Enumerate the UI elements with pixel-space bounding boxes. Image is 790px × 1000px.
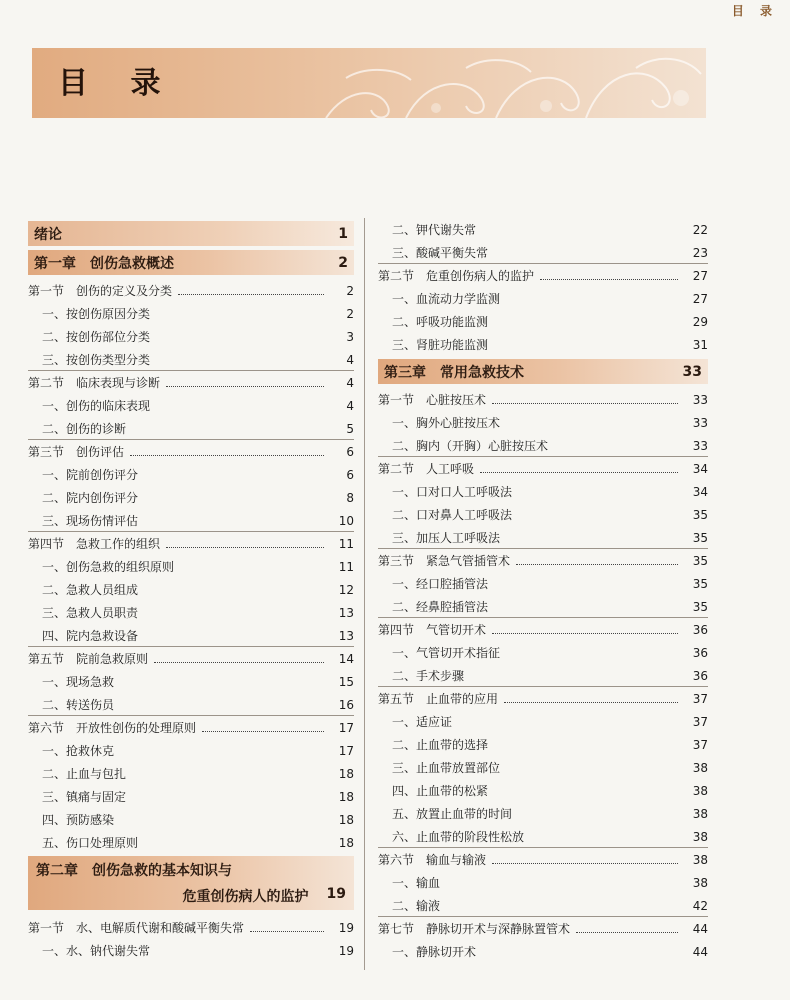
dot-leader: [202, 731, 324, 732]
entry-page-number: 16: [338, 697, 354, 712]
toc-section-entry[interactable]: [28, 371, 354, 394]
entry-title: 一、创伤的临床表现: [42, 399, 151, 413]
entry-title: 第三节 创伤评估: [28, 445, 125, 459]
entry-page-number: 35: [692, 553, 708, 568]
entry-page-number: 6: [346, 467, 354, 482]
chapter-3-entries: [378, 388, 708, 963]
entry-page-number: 37: [692, 691, 708, 706]
entry-page-number: 35: [692, 576, 708, 591]
entry-page-number: 17: [338, 743, 354, 758]
chapter-page: 2: [338, 254, 348, 271]
toc-subsection-entry[interactable]: [28, 624, 354, 647]
chapter-number: 第三章: [384, 364, 426, 381]
toc-section-entry[interactable]: [28, 916, 354, 939]
entry-title: 二、创伤的诊断: [42, 422, 127, 436]
entry-title: 二、经鼻腔插管法: [392, 600, 489, 614]
toc-subsection-entry[interactable]: [378, 825, 708, 848]
entry-title: 二、止血带的选择: [392, 738, 489, 752]
entry-page-number: 33: [692, 415, 708, 430]
toc-section-entry[interactable]: [378, 618, 708, 641]
chapter-page: 19: [326, 886, 346, 902]
entry-title: 二、呼吸功能监测: [392, 315, 489, 329]
entry-page-number: 15: [338, 674, 354, 689]
toc-subsection-entry[interactable]: [378, 940, 708, 963]
dot-leader: [166, 386, 324, 387]
entry-title: 第一节 创伤的定义及分类: [28, 284, 173, 298]
toc-section-entry[interactable]: [28, 716, 354, 739]
entry-title: 一、水、钠代谢失常: [42, 944, 151, 958]
toc-subsection-entry[interactable]: [28, 808, 354, 831]
toc-intro[interactable]: [28, 221, 354, 246]
toc-subsection-entry[interactable]: [28, 578, 354, 601]
toc-subsection-entry[interactable]: [378, 434, 708, 457]
chapter-title: 常用急救技术: [440, 364, 524, 381]
entry-page-number: 35: [692, 507, 708, 522]
entry-page-number: 36: [692, 622, 708, 637]
entry-page-number: 17: [338, 720, 354, 735]
toc-subsection-entry[interactable]: [378, 756, 708, 779]
entry-page-number: 8: [346, 490, 354, 505]
entry-title: 第一节 水、电解质代谢和酸碱平衡失常: [28, 921, 245, 935]
entry-title: 三、止血带放置部位: [392, 761, 501, 775]
entry-title: 第三节 紧急气管插管术: [378, 554, 511, 568]
entry-page-number: 19: [338, 920, 354, 935]
entry-title: 二、急救人员组成: [42, 583, 139, 597]
toc-subsection-entry[interactable]: [378, 779, 708, 802]
dot-leader: [492, 633, 678, 634]
entry-page-number: 27: [692, 268, 708, 283]
toc-subsection-entry[interactable]: [28, 693, 354, 716]
toc-subsection-entry[interactable]: [378, 572, 708, 595]
entry-page-number: 29: [692, 314, 708, 329]
entry-page-number: 36: [692, 645, 708, 660]
toc-chapter-3[interactable]: [378, 359, 708, 384]
entry-page-number: 35: [692, 530, 708, 545]
dot-leader: [516, 564, 678, 565]
toc-section-entry[interactable]: [28, 532, 354, 555]
dot-leader: [492, 863, 678, 864]
entry-page-number: 22: [692, 222, 708, 237]
chapter-2-entries: [28, 916, 354, 962]
entry-page-number: 11: [338, 559, 354, 574]
toc-subsection-entry[interactable]: [378, 802, 708, 825]
entry-title: 四、预防感染: [42, 813, 115, 827]
entry-title: 第四节 气管切开术: [378, 623, 487, 637]
running-head: 目 录: [731, 4, 778, 18]
entry-page-number: 4: [346, 375, 354, 390]
entry-page-number: 5: [346, 421, 354, 436]
toc-subsection-entry[interactable]: [378, 595, 708, 618]
entry-title: 第六节 输血与输液: [378, 853, 487, 867]
toc-subsection-entry[interactable]: [28, 939, 354, 962]
toc-subsection-entry[interactable]: [28, 762, 354, 785]
entry-title: 第一节 心脏按压术: [378, 393, 487, 407]
entry-title: 一、院前创伤评分: [42, 468, 139, 482]
entry-page-number: 18: [338, 766, 354, 781]
entry-title: 四、院内急救设备: [42, 629, 139, 643]
entry-title: 第五节 院前急救原则: [28, 652, 149, 666]
entry-page-number: 2: [346, 283, 354, 298]
dot-leader: [130, 455, 324, 456]
toc-subsection-entry[interactable]: [28, 670, 354, 693]
toc-subsection-entry[interactable]: [378, 526, 708, 549]
entry-title: 第二节 临床表现与诊断: [28, 376, 161, 390]
toc-subsection-entry[interactable]: [378, 333, 708, 356]
toc-subsection-entry[interactable]: [378, 310, 708, 333]
toc-chapter-1[interactable]: [28, 250, 354, 275]
entry-title: 一、现场急救: [42, 675, 115, 689]
entry-page-number: 33: [692, 438, 708, 453]
toc-section-entry[interactable]: [378, 388, 708, 411]
toc-section-entry[interactable]: [378, 848, 708, 871]
entry-page-number: 14: [338, 651, 354, 666]
entry-page-number: 3: [346, 329, 354, 344]
entry-title: 二、按创伤部位分类: [42, 330, 151, 344]
entry-page-number: 36: [692, 668, 708, 683]
entry-title: 六、止血带的阶段性松放: [392, 830, 525, 844]
column-divider: [364, 218, 365, 970]
toc-subsection-entry[interactable]: [378, 871, 708, 894]
entry-title: 三、急救人员职责: [42, 606, 139, 620]
wave-decoration: [286, 48, 706, 118]
entry-page-number: 38: [692, 760, 708, 775]
toc-subsection-entry[interactable]: [28, 394, 354, 417]
entry-title: 五、放置止血带的时间: [392, 807, 513, 821]
toc-subsection-entry[interactable]: [28, 302, 354, 325]
toc-section-entry[interactable]: [378, 264, 708, 287]
toc-section-entry[interactable]: [378, 917, 708, 940]
entry-page-number: 18: [338, 812, 354, 827]
entry-title: 三、酸碱平衡失常: [392, 246, 489, 260]
entry-title: 二、胸内（开胸）心脏按压术: [392, 439, 549, 453]
page-title: 目 录: [58, 66, 177, 101]
entry-page-number: 34: [692, 461, 708, 476]
entry-title: 三、现场伤情评估: [42, 514, 139, 528]
entry-title: 第四节 急救工作的组织: [28, 537, 161, 551]
entry-title: 一、抢救休克: [42, 744, 115, 758]
dot-leader: [154, 662, 324, 663]
intro-page: 1: [338, 225, 348, 242]
toc-subsection-entry[interactable]: [28, 417, 354, 440]
entry-title: 第二节 人工呼吸: [378, 462, 475, 476]
entry-title: 一、适应证: [392, 715, 453, 729]
chapter-number: 第二章: [36, 863, 78, 879]
entry-title: 一、按创伤原因分类: [42, 307, 151, 321]
entry-title: 一、静脉切开术: [392, 945, 477, 959]
toc-subsection-entry[interactable]: [28, 785, 354, 808]
entry-title: 二、口对鼻人工呼吸法: [392, 508, 513, 522]
entry-page-number: 31: [692, 337, 708, 352]
dot-leader: [166, 547, 324, 548]
entry-page-number: 4: [346, 352, 354, 367]
entry-page-number: 19: [338, 943, 354, 958]
entry-page-number: 11: [338, 536, 354, 551]
dot-leader: [540, 279, 678, 280]
entry-title: 三、按创伤类型分类: [42, 353, 151, 367]
toc-section-entry[interactable]: [378, 549, 708, 572]
toc-subsection-entry[interactable]: [378, 664, 708, 687]
entry-title: 二、钾代谢失常: [392, 223, 477, 237]
toc-section-entry[interactable]: [28, 279, 354, 302]
toc-subsection-entry[interactable]: [378, 218, 708, 241]
entry-page-number: 13: [338, 605, 354, 620]
entry-page-number: 44: [692, 921, 708, 936]
toc-subsection-entry[interactable]: [378, 710, 708, 733]
entry-title: 一、输血: [392, 876, 441, 890]
entry-page-number: 10: [338, 513, 354, 528]
entry-page-number: 37: [692, 714, 708, 729]
entry-title: 一、血流动力学监测: [392, 292, 501, 306]
toc-left-column: [28, 218, 354, 962]
entry-page-number: 33: [692, 392, 708, 407]
toc-section-entry[interactable]: [378, 687, 708, 710]
toc-subsection-entry[interactable]: [378, 287, 708, 310]
chapter-title: 创伤急救概述: [90, 255, 174, 272]
entry-page-number: 23: [692, 245, 708, 260]
entry-title: 三、肾脏功能监测: [392, 338, 489, 352]
title-banner: [32, 48, 706, 118]
toc-subsection-entry[interactable]: [28, 509, 354, 532]
toc-subsection-entry[interactable]: [28, 325, 354, 348]
entry-page-number: 4: [346, 398, 354, 413]
entry-page-number: 38: [692, 875, 708, 890]
toc-right-column: [378, 218, 708, 963]
dot-leader: [480, 472, 678, 473]
chapter-number: 第一章: [34, 255, 76, 272]
chapter-title-line1: 创伤急救的基本知识与: [92, 863, 232, 879]
entry-title: 二、转送伤员: [42, 698, 115, 712]
toc-subsection-entry[interactable]: [28, 555, 354, 578]
toc-subsection-entry[interactable]: [28, 463, 354, 486]
toc-section-entry[interactable]: [28, 440, 354, 463]
dot-leader: [178, 294, 324, 295]
toc-subsection-entry[interactable]: [28, 348, 354, 371]
entry-title: 第五节 止血带的应用: [378, 692, 499, 706]
toc-subsection-entry[interactable]: [378, 480, 708, 503]
dot-leader: [576, 932, 678, 933]
entry-title: 一、气管切开术指征: [392, 646, 501, 660]
dot-leader: [504, 702, 678, 703]
entry-title: 一、经口腔插管法: [392, 577, 489, 591]
entry-title: 第二节 危重创伤病人的监护: [378, 269, 535, 283]
entry-title: 三、镇痛与固定: [42, 790, 127, 804]
entry-page-number: 35: [692, 599, 708, 614]
toc-subsection-entry[interactable]: [378, 411, 708, 434]
entry-page-number: 6: [346, 444, 354, 459]
toc-subsection-entry[interactable]: [378, 503, 708, 526]
entry-page-number: 27: [692, 291, 708, 306]
toc-chapter-2[interactable]: [28, 856, 354, 910]
entry-page-number: 38: [692, 783, 708, 798]
entry-page-number: 34: [692, 484, 708, 499]
entry-title: 二、院内创伤评分: [42, 491, 139, 505]
entry-title: 一、创伤急救的组织原则: [42, 560, 175, 574]
entry-title: 二、手术步骤: [392, 669, 465, 683]
toc-section-entry[interactable]: [378, 457, 708, 480]
toc-subsection-entry[interactable]: [28, 831, 354, 854]
entry-page-number: 44: [692, 944, 708, 959]
chapter-1-entries: [28, 279, 354, 854]
toc-subsection-entry[interactable]: [378, 733, 708, 756]
intro-label: 绪论: [34, 226, 62, 243]
entry-page-number: 42: [692, 898, 708, 913]
chapter-title-line2: 危重创伤病人的监护: [182, 889, 309, 905]
entry-page-number: 18: [338, 835, 354, 850]
dot-leader: [492, 403, 678, 404]
entry-page-number: 38: [692, 806, 708, 821]
entry-title: 二、输液: [392, 899, 441, 913]
toc-section-entry[interactable]: [28, 647, 354, 670]
entry-page-number: 13: [338, 628, 354, 643]
entry-page-number: 2: [346, 306, 354, 321]
chapter-page: 33: [682, 363, 702, 380]
entry-title: 一、口对口人工呼吸法: [392, 485, 513, 499]
entry-page-number: 18: [338, 789, 354, 804]
entry-title: 一、胸外心脏按压术: [392, 416, 501, 430]
entry-title: 第七节 静脉切开术与深静脉置管术: [378, 922, 571, 936]
toc-subsection-entry[interactable]: [378, 894, 708, 917]
entry-title: 二、止血与包扎: [42, 767, 127, 781]
entry-page-number: 38: [692, 852, 708, 867]
entry-page-number: 38: [692, 829, 708, 844]
toc-subsection-entry[interactable]: [378, 641, 708, 664]
entry-page-number: 37: [692, 737, 708, 752]
toc-subsection-entry[interactable]: [28, 739, 354, 762]
entry-title: 三、加压人工呼吸法: [392, 531, 501, 545]
dot-leader: [250, 931, 324, 932]
toc-subsection-entry[interactable]: [28, 486, 354, 509]
entry-title: 五、伤口处理原则: [42, 836, 139, 850]
chapter-2-continued-entries: [378, 218, 708, 356]
entry-page-number: 12: [338, 582, 354, 597]
toc-subsection-entry[interactable]: [28, 601, 354, 624]
toc-subsection-entry[interactable]: [378, 241, 708, 264]
entry-title: 四、止血带的松紧: [392, 784, 489, 798]
entry-title: 第六节 开放性创伤的处理原则: [28, 721, 197, 735]
